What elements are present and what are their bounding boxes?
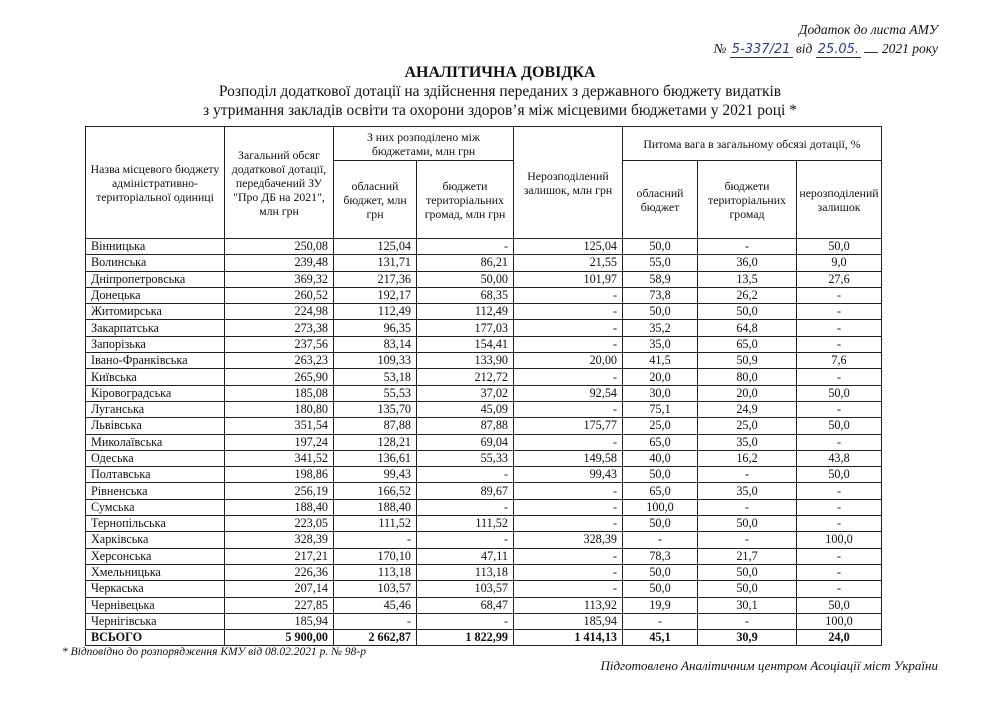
table-cell: 109,33 [334, 353, 417, 369]
document-subtitle [60, 82, 940, 120]
table-cell: 25,0 [698, 418, 797, 434]
table-cell: - [514, 483, 623, 499]
table-cell: 50,0 [623, 239, 698, 255]
header-share-hromada: бюджети територіальних громад [698, 161, 797, 239]
header-share-oblast: обласний бюджет [623, 161, 698, 239]
table-cell: 68,47 [417, 597, 514, 613]
table-cell: - [797, 516, 882, 532]
table-cell: 7,6 [797, 353, 882, 369]
table-cell: - [514, 287, 623, 303]
table-cell: 166,52 [334, 483, 417, 499]
table-cell: 41,5 [623, 353, 698, 369]
total-cell: 1 414,13 [514, 630, 623, 646]
table-cell: 65,0 [698, 336, 797, 352]
table-cell: 185,94 [225, 613, 334, 629]
region-name-cell: Івано-Франківська [86, 353, 225, 369]
table-cell: - [514, 336, 623, 352]
footnote: * Відповідно до розпорядження КМУ від 08.02.2021 р. № 98-р [62, 646, 366, 658]
table-cell: 65,0 [623, 434, 698, 450]
table-row [86, 401, 882, 417]
table-cell: 35,0 [698, 434, 797, 450]
table-cell: 207,14 [225, 581, 334, 597]
table-cell: - [797, 548, 882, 564]
table-cell: 113,18 [417, 564, 514, 580]
region-name-cell: Хмельницька [86, 564, 225, 580]
table-cell: 180,80 [225, 401, 334, 417]
table-cell: 92,54 [514, 385, 623, 401]
table-cell: 50,0 [623, 581, 698, 597]
table-cell: 239,48 [225, 255, 334, 271]
table-cell: 237,56 [225, 336, 334, 352]
table-row [86, 450, 882, 466]
table-cell: 223,05 [225, 516, 334, 532]
table-cell: 111,52 [334, 516, 417, 532]
table-cell: 265,90 [225, 369, 334, 385]
letter-number: 5-337/21 [731, 42, 791, 57]
region-name-cell: Чернівецька [86, 597, 225, 613]
table-cell: - [698, 467, 797, 483]
table-cell: 78,3 [623, 548, 698, 564]
table-cell: 50,0 [623, 564, 698, 580]
region-name-cell: Луганська [86, 401, 225, 417]
table-cell: 68,35 [417, 287, 514, 303]
total-cell: 2 662,87 [334, 630, 417, 646]
table-cell: 20,0 [623, 369, 698, 385]
table-row [86, 418, 882, 434]
table-cell: 50,0 [797, 597, 882, 613]
region-name-cell: Херсонська [86, 548, 225, 564]
table-cell: 136,61 [334, 450, 417, 466]
table-cell: 256,19 [225, 483, 334, 499]
table-cell: 100,0 [797, 532, 882, 548]
table-cell: 24,9 [698, 401, 797, 417]
region-name-cell: Волинська [86, 255, 225, 271]
table-cell: 154,41 [417, 336, 514, 352]
table-cell: 192,17 [334, 287, 417, 303]
table-cell: 21,7 [698, 548, 797, 564]
table-cell: - [514, 516, 623, 532]
table-cell: 188,40 [334, 499, 417, 515]
table-cell: 328,39 [225, 532, 334, 548]
table-cell: - [514, 369, 623, 385]
region-name-cell: Рівненська [86, 483, 225, 499]
table-cell: 69,04 [417, 434, 514, 450]
table-cell: 185,08 [225, 385, 334, 401]
region-name-cell: Полтавська [86, 467, 225, 483]
table-cell: - [514, 548, 623, 564]
region-name-cell: Черкаська [86, 581, 225, 597]
table-cell: - [797, 483, 882, 499]
table-cell: 55,53 [334, 385, 417, 401]
table-cell: 50,0 [623, 304, 698, 320]
table-cell: 53,18 [334, 369, 417, 385]
region-name-cell: Дніпропетровська [86, 271, 225, 287]
region-name-cell: Харківська [86, 532, 225, 548]
table-cell: - [797, 369, 882, 385]
table-cell: 113,92 [514, 597, 623, 613]
table-cell: 50,0 [623, 516, 698, 532]
table-cell: 45,46 [334, 597, 417, 613]
table-cell: 125,04 [514, 239, 623, 255]
table-cell: 50,0 [698, 564, 797, 580]
table-cell: 135,70 [334, 401, 417, 417]
table-cell: 64,8 [698, 320, 797, 336]
table-cell: - [797, 401, 882, 417]
region-name-cell: Житомирська [86, 304, 225, 320]
table-cell: - [514, 401, 623, 417]
table-row [86, 239, 882, 255]
table-row [86, 353, 882, 369]
table-cell: 30,1 [698, 597, 797, 613]
table-cell: 40,0 [623, 450, 698, 466]
table-cell: 55,33 [417, 450, 514, 466]
table-cell: - [514, 581, 623, 597]
addendum-note [714, 20, 938, 59]
header-hromada: бюджети територіальних громад, млн грн [417, 161, 514, 239]
table-cell: 128,21 [334, 434, 417, 450]
table-cell: - [797, 434, 882, 450]
table-cell: - [514, 320, 623, 336]
table-cell: - [797, 287, 882, 303]
table-cell: 83,14 [334, 336, 417, 352]
table-cell: 27,6 [797, 271, 882, 287]
distribution-table [85, 126, 882, 646]
table-cell: 50,0 [797, 418, 882, 434]
table-cell: 224,98 [225, 304, 334, 320]
letter-date: 25.05. [817, 42, 860, 57]
table-cell: 50,0 [797, 385, 882, 401]
table-row [86, 499, 882, 515]
table-row [86, 336, 882, 352]
header-distributed-group: З них розподілено між бюджетами, млн грн [334, 127, 514, 161]
table-cell: - [417, 613, 514, 629]
table-cell: 99,43 [514, 467, 623, 483]
table-cell: 50,0 [623, 467, 698, 483]
total-cell: 30,9 [698, 630, 797, 646]
table-row [86, 548, 882, 564]
region-name-cell: Київська [86, 369, 225, 385]
table-cell: - [514, 499, 623, 515]
total-cell: 1 822,99 [417, 630, 514, 646]
table-cell: 87,88 [334, 418, 417, 434]
table-row [86, 434, 882, 450]
subtitle-line2: з утримання закладів освіти та охорони здоров’я між місцевими бюджетами у 2021 році * [203, 102, 797, 119]
table-cell: - [698, 613, 797, 629]
table-cell: 13,5 [698, 271, 797, 287]
table-cell: 111,52 [417, 516, 514, 532]
total-row [86, 630, 882, 646]
table-cell: 21,55 [514, 255, 623, 271]
table-cell: 273,38 [225, 320, 334, 336]
table-cell: 100,0 [797, 613, 882, 629]
total-label: ВСЬОГО [86, 630, 225, 646]
table-row [86, 467, 882, 483]
table-cell: 351,54 [225, 418, 334, 434]
table-cell: 101,97 [514, 271, 623, 287]
table-cell: 177,03 [417, 320, 514, 336]
table-row [86, 304, 882, 320]
table-cell: - [698, 239, 797, 255]
table-row [86, 320, 882, 336]
table-row [86, 597, 882, 613]
table-row [86, 271, 882, 287]
table-cell: - [797, 336, 882, 352]
addendum-line1: Додаток до листа АМУ [798, 22, 938, 37]
table-cell: 37,02 [417, 385, 514, 401]
number-label: № [713, 41, 727, 56]
table-cell: 227,85 [225, 597, 334, 613]
table-cell: 217,36 [334, 271, 417, 287]
region-name-cell: Запорізька [86, 336, 225, 352]
addendum-line2 [714, 39, 938, 59]
header-share-group: Питома вага в загальному обсязі дотації, % [623, 127, 882, 161]
table-cell: 20,0 [698, 385, 797, 401]
table-cell: 50,0 [797, 467, 882, 483]
table-cell: 125,04 [334, 239, 417, 255]
table-cell: 369,32 [225, 271, 334, 287]
table-cell: 50,0 [698, 304, 797, 320]
table-cell: - [623, 532, 698, 548]
region-name-cell: Львівська [86, 418, 225, 434]
region-name-cell: Закарпатська [86, 320, 225, 336]
letter-year: 2021 року [881, 41, 938, 56]
table-cell: 50,00 [417, 271, 514, 287]
table-cell: 35,2 [623, 320, 698, 336]
table-cell: 58,9 [623, 271, 698, 287]
table-cell: 217,21 [225, 548, 334, 564]
table-row [86, 255, 882, 271]
table-cell: 55,0 [623, 255, 698, 271]
table-cell: 198,86 [225, 467, 334, 483]
from-label: від [795, 41, 813, 56]
table-cell: 87,88 [417, 418, 514, 434]
table-row [86, 369, 882, 385]
table-cell: 113,18 [334, 564, 417, 580]
table-cell: - [417, 467, 514, 483]
blank-line [864, 52, 878, 53]
total-cell: 45,1 [623, 630, 698, 646]
table-cell: 35,0 [698, 483, 797, 499]
prepared-by: Підготовлено Аналітичним центром Асоціації міст України [600, 658, 938, 673]
region-name-cell: Миколаївська [86, 434, 225, 450]
table-cell: - [417, 532, 514, 548]
table-cell: 341,52 [225, 450, 334, 466]
table-cell: - [514, 564, 623, 580]
table-cell: 35,0 [623, 336, 698, 352]
table-cell: 80,0 [698, 369, 797, 385]
table-cell: 149,58 [514, 450, 623, 466]
table-cell: 226,36 [225, 564, 334, 580]
table-cell: - [797, 304, 882, 320]
table-cell: 197,24 [225, 434, 334, 450]
table-cell: 16,2 [698, 450, 797, 466]
table-cell: 43,8 [797, 450, 882, 466]
region-name-cell: Тернопільська [86, 516, 225, 532]
region-name-cell: Вінницька [86, 239, 225, 255]
table-cell: - [417, 499, 514, 515]
table-row [86, 287, 882, 303]
table-cell: - [334, 613, 417, 629]
table-cell: 103,57 [417, 581, 514, 597]
table-cell: - [797, 581, 882, 597]
table-cell: - [797, 499, 882, 515]
table-cell: 170,10 [334, 548, 417, 564]
table-cell: 50,0 [698, 516, 797, 532]
table-cell: 19,9 [623, 597, 698, 613]
table-cell: 50,0 [698, 581, 797, 597]
table-row [86, 483, 882, 499]
subtitle-line1: Розподіл додаткової дотації на здійснення переданих з державного бюджету видатків [218, 83, 782, 100]
table-cell: 30,0 [623, 385, 698, 401]
table-cell: - [417, 239, 514, 255]
table-cell: 131,71 [334, 255, 417, 271]
table-cell: - [334, 532, 417, 548]
table-cell: - [797, 564, 882, 580]
table-cell: 185,94 [514, 613, 623, 629]
table-cell: 328,39 [514, 532, 623, 548]
region-name-cell: Кіровоградська [86, 385, 225, 401]
header-total: Загальний обсяг додаткової дотації, передбачений ЗУ "Про ДБ на 2021", млн грн [225, 127, 334, 239]
table-cell: 25,0 [623, 418, 698, 434]
header-name: Назва місцевого бюджету адміністративно-територіальної одиниці [86, 127, 225, 239]
table-cell: 99,43 [334, 467, 417, 483]
table-cell: 112,49 [417, 304, 514, 320]
region-name-cell: Сумська [86, 499, 225, 515]
header-oblast: обласний бюджет, млн грн [334, 161, 417, 239]
table-cell: 9,0 [797, 255, 882, 271]
table-row [86, 564, 882, 580]
table-cell: 50,9 [698, 353, 797, 369]
table-cell: 47,11 [417, 548, 514, 564]
table-cell: 20,00 [514, 353, 623, 369]
table-row [86, 516, 882, 532]
region-name-cell: Донецька [86, 287, 225, 303]
header-share-undistributed: нерозподілений залишок [797, 161, 882, 239]
table-cell: 86,21 [417, 255, 514, 271]
total-cell: 24,0 [797, 630, 882, 646]
region-name-cell: Чернігівська [86, 613, 225, 629]
table-row [86, 581, 882, 597]
table-cell: 212,72 [417, 369, 514, 385]
table-cell: 36,0 [698, 255, 797, 271]
table-cell: 133,90 [417, 353, 514, 369]
table-cell: - [514, 434, 623, 450]
table-cell: - [623, 613, 698, 629]
table-cell: 89,67 [417, 483, 514, 499]
table-cell: - [514, 304, 623, 320]
table-cell: 260,52 [225, 287, 334, 303]
table-cell: - [698, 532, 797, 548]
table-cell: 65,0 [623, 483, 698, 499]
table-cell: - [698, 499, 797, 515]
table-cell: 75,1 [623, 401, 698, 417]
table-cell: - [797, 320, 882, 336]
table-cell: 188,40 [225, 499, 334, 515]
table-row [86, 385, 882, 401]
table-row [86, 532, 882, 548]
region-name-cell: Одеська [86, 450, 225, 466]
table-cell: 96,35 [334, 320, 417, 336]
table-cell: 100,0 [623, 499, 698, 515]
total-cell: 5 900,00 [225, 630, 334, 646]
table-row [86, 613, 882, 629]
table-cell: 112,49 [334, 304, 417, 320]
table-cell: 73,8 [623, 287, 698, 303]
document-title: АНАЛІТИЧНА ДОВІДКА [404, 64, 596, 81]
table-cell: 263,23 [225, 353, 334, 369]
table-cell: 175,77 [514, 418, 623, 434]
table-cell: 103,57 [334, 581, 417, 597]
table-cell: 250,08 [225, 239, 334, 255]
table-cell: 26,2 [698, 287, 797, 303]
table-cell: 45,09 [417, 401, 514, 417]
header-undistributed: Нерозподілений залишок, млн грн [514, 127, 623, 239]
table-cell: 50,0 [797, 239, 882, 255]
